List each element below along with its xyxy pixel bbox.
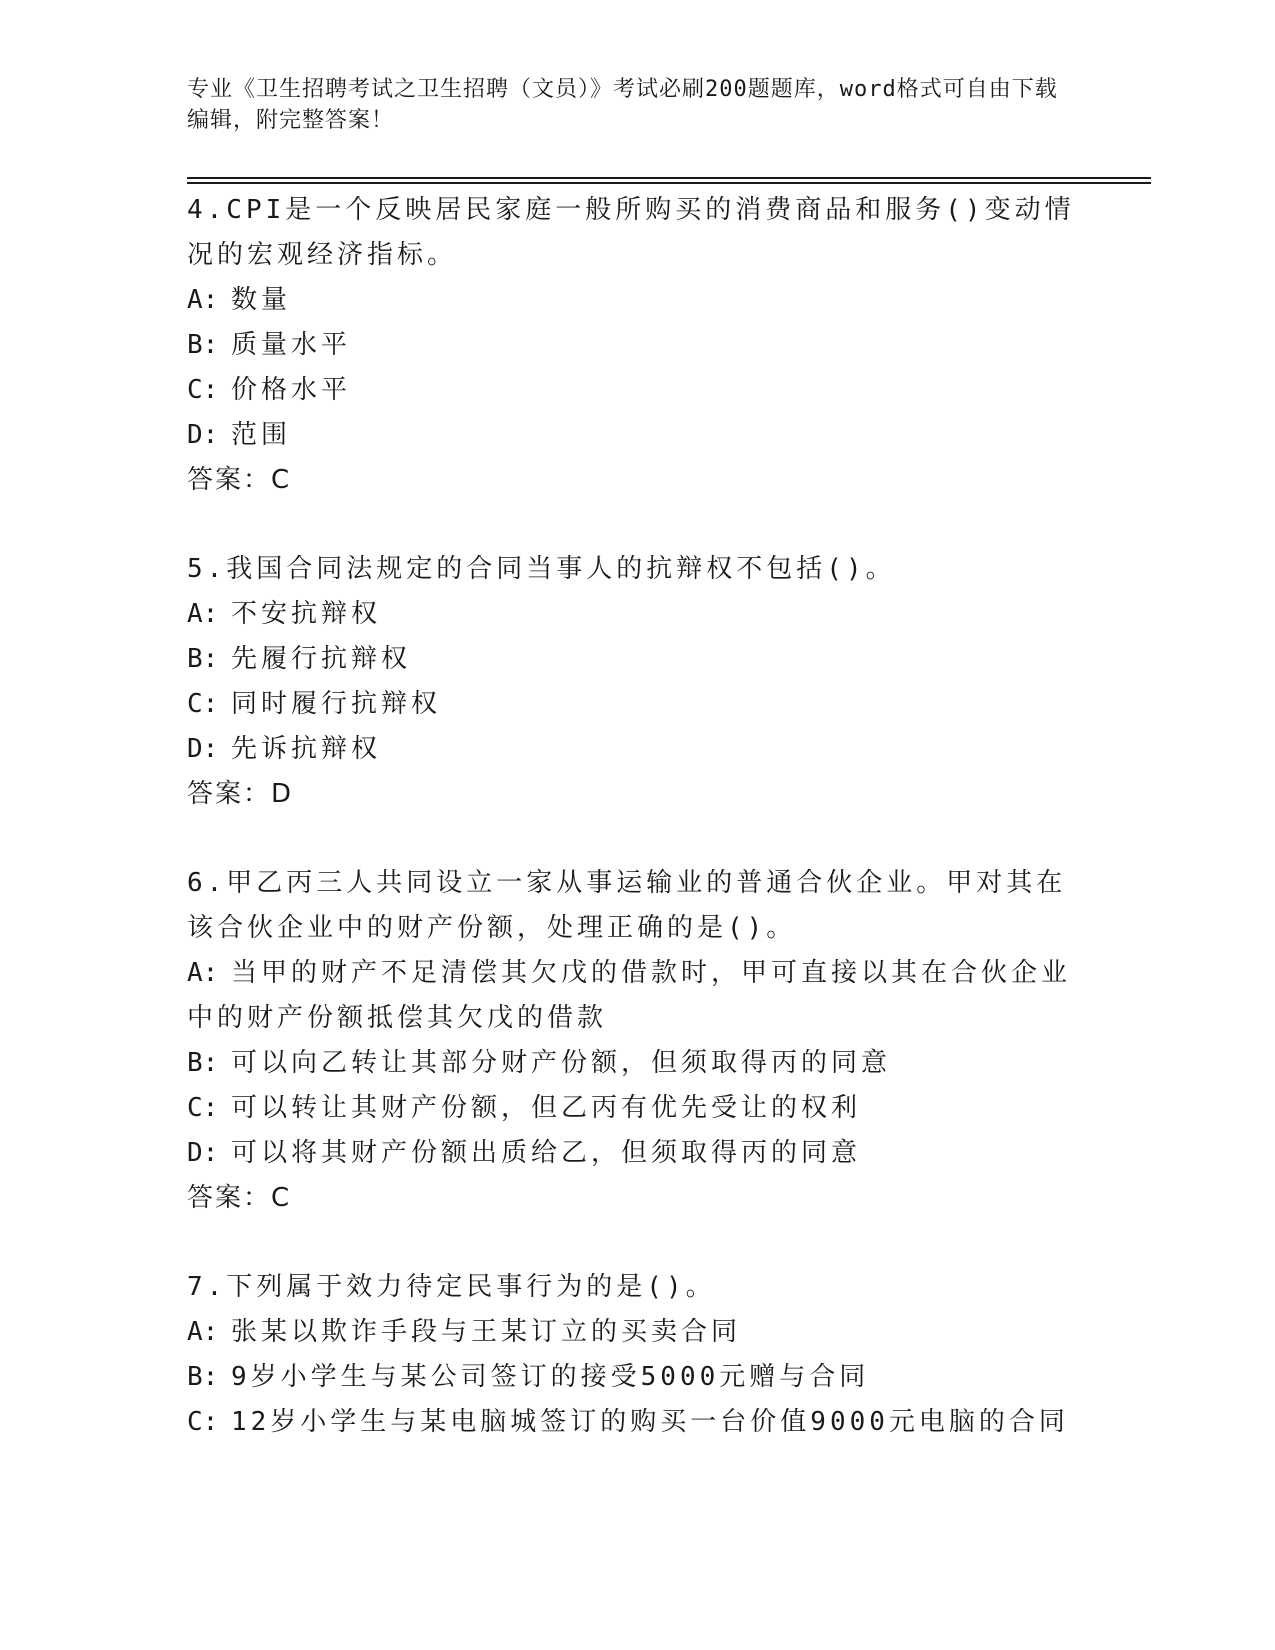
option-letter: D: [187,420,219,450]
option-letter: A: [187,285,219,315]
option-a [187,1310,1087,1355]
option-letter: A: [187,1317,219,1347]
option-letter: A: [187,599,219,629]
option-c [187,368,1087,413]
option-text: 先履行抗辩权 [231,644,412,674]
option-text: 同时履行抗辩权 [231,689,442,719]
question-4 [187,188,1087,503]
option-text: 当甲的财产不足清偿其欠戊的借款时，甲可直接以其在合伙企业中的财产份额抵偿其欠戊的借款 [187,958,1072,1033]
option-text: 范围 [231,420,292,450]
option-text: 可以将其财产份额出质给乙，但须取得丙的同意 [231,1138,862,1168]
option-d [187,413,1087,458]
option-d [187,727,1087,772]
question-stem: 4.CPI是一个反映居民家庭一般所购买的消费商品和服务()变动情况的宏观经济指标。 [187,195,1075,270]
question-list [187,188,1087,1489]
option-text: 质量水平 [231,330,352,360]
option-letter: D: [187,1138,219,1168]
option-text: 不安抗辩权 [231,599,382,629]
answer-line: 答案：C [187,1183,292,1213]
option-letter: B: [187,644,219,674]
question-5 [187,547,1087,817]
question-6 [187,861,1087,1221]
option-b [187,637,1087,682]
option-text: 张某以欺诈手段与王某订立的买卖合同 [231,1317,742,1347]
option-letter: C: [187,689,219,719]
question-7 [187,1265,1087,1445]
question-stem: 6.甲乙丙三人共同设立一家从事运输业的普通合伙企业。甲对其在该合伙企业中的财产份额，处理正确的是()。 [187,868,1067,943]
answer-line: 答案：C [187,465,292,495]
option-letter: D: [187,734,219,764]
option-c [187,1086,1087,1131]
option-b [187,1041,1087,1086]
option-a [187,592,1087,637]
option-c [187,1400,1087,1445]
option-text: 12岁小学生与某电脑城签订的购买一台价值9000元电脑的合同 [231,1407,1069,1437]
option-letter: C: [187,1407,219,1437]
option-letter: B: [187,1362,219,1392]
header-rule-bottom [187,182,1151,184]
question-stem: 7.下列属于效力待定民事行为的是()。 [187,1272,716,1302]
option-text: 可以转让其财产份额，但乙丙有优先受让的权利 [231,1093,862,1123]
document-header: 专业《卫生招聘考试之卫生招聘（文员）》考试必刷200题题库，word格式可自由下载编辑，附完整答案！ [187,77,1058,133]
option-letter: C: [187,375,219,405]
answer-line: 答案：D [187,779,294,809]
option-a [187,278,1087,323]
option-text: 价格水平 [231,375,352,405]
option-letter: B: [187,1048,219,1078]
option-b [187,1355,1087,1400]
option-text: 先诉抗辩权 [231,734,382,764]
option-a [187,951,1087,1041]
option-letter: A: [187,958,219,988]
option-letter: C: [187,1093,219,1123]
option-letter: B: [187,330,219,360]
option-c [187,682,1087,727]
question-stem: 5.我国合同法规定的合同当事人的抗辩权不包括()。 [187,554,896,584]
option-text: 9岁小学生与某公司签订的接受5000元赠与合同 [231,1362,870,1392]
header-rule-top [187,177,1151,179]
option-b [187,323,1087,368]
option-text: 可以向乙转让其部分财产份额，但须取得丙的同意 [231,1048,892,1078]
option-d [187,1131,1087,1176]
option-text: 数量 [231,285,292,315]
